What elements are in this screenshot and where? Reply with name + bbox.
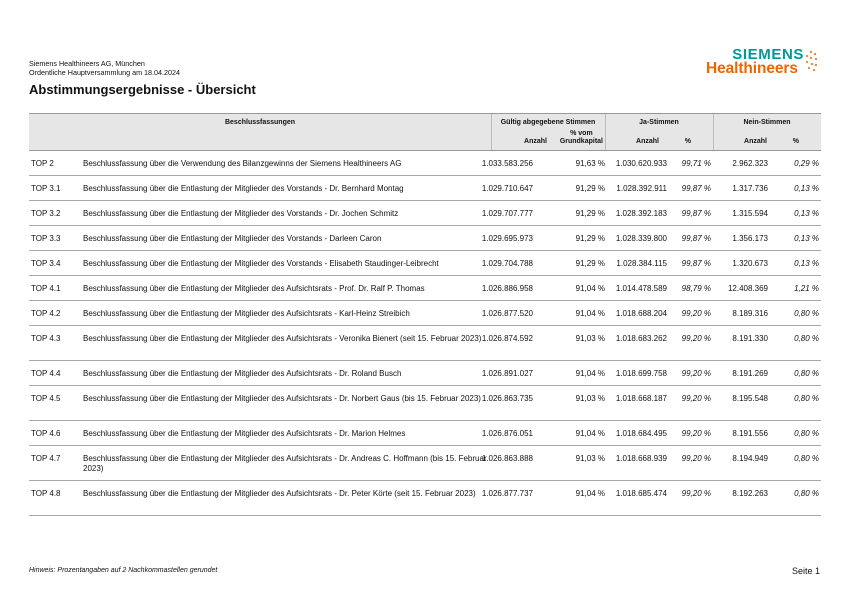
- row-no-votes: 8.195.548: [732, 394, 768, 403]
- row-pct-capital: 91,04 %: [575, 284, 605, 293]
- row-no-votes: 1.320.673: [732, 259, 768, 268]
- row-no-pct: 0,13 %: [794, 259, 819, 268]
- row-yes-votes: 1.028.339.800: [615, 234, 667, 243]
- row-yes-votes: 1.028.384.115: [616, 259, 667, 268]
- table-row: [29, 201, 821, 226]
- table-row: [29, 301, 821, 326]
- row-pct-capital: 91,03 %: [575, 454, 605, 463]
- row-no-votes: 8.191.269: [732, 369, 768, 378]
- row-no-votes: 2.962.323: [732, 159, 768, 168]
- row-no-votes: 8.194.949: [732, 454, 768, 463]
- results-table: [29, 113, 821, 516]
- row-yes-pct: 99,87 %: [681, 259, 711, 268]
- row-yes-votes: 1.018.668.939: [615, 454, 667, 463]
- row-top-number: TOP 4.7: [31, 454, 61, 463]
- row-yes-votes: 1.018.688.204: [615, 309, 667, 318]
- row-description: Beschlussfassung über die Entlastung der Mitglieder des Aufsichtsrats - Prof. Dr. Ralf P. Thomas: [83, 284, 425, 293]
- row-pct-capital: 91,29 %: [575, 234, 605, 243]
- row-no-pct: 0,80 %: [794, 334, 819, 343]
- row-no-pct: 0,13 %: [794, 184, 819, 193]
- row-top-number: TOP 3.2: [31, 209, 61, 218]
- table-row: [29, 326, 821, 361]
- row-description: Beschlussfassung über die Entlastung der Mitglieder des Aufsichtsrats - Karl-Heinz Streibich: [83, 309, 410, 318]
- row-top-number: TOP 2: [31, 159, 54, 168]
- row-top-number: TOP 3.3: [31, 234, 61, 243]
- row-yes-pct: 99,87 %: [681, 184, 711, 193]
- table-row: [29, 481, 821, 516]
- row-valid-votes: 1.026.876.051: [481, 429, 533, 438]
- row-top-number: TOP 4.6: [31, 429, 61, 438]
- header-no-pct: %: [792, 138, 799, 145]
- row-yes-pct: 98,79 %: [681, 284, 711, 293]
- row-top-number: TOP 4.5: [31, 394, 61, 403]
- header-group-no: [713, 114, 821, 150]
- header-valid-label: Gültig abgegebene Stimmen: [500, 119, 596, 126]
- row-top-number: TOP 3.1: [31, 184, 61, 193]
- row-yes-votes: 1.014.478.589: [615, 284, 667, 293]
- row-pct-capital: 91,03 %: [575, 334, 605, 343]
- row-no-pct: 0,80 %: [794, 454, 819, 463]
- row-yes-pct: 99,20 %: [681, 309, 711, 318]
- row-description: Beschlussfassung über die Entlastung der Mitglieder des Aufsichtsrats - Dr. Norbert Gaus (bis 15. Februar 2023): [83, 394, 481, 403]
- row-description: Beschlussfassung über die Entlastung der Mitglieder des Vorstands - Darleen Caron: [83, 234, 382, 243]
- row-valid-votes: 1.026.891.027: [481, 369, 533, 378]
- row-no-votes: 8.191.556: [732, 429, 768, 438]
- row-description: Beschlussfassung über die Entlastung der Mitglieder des Vorstands - Dr. Bernhard Montag: [83, 184, 404, 193]
- table-body: [29, 151, 821, 516]
- page-title: Abstimmungsergebnisse - Übersicht: [29, 82, 256, 97]
- row-no-pct: 1,21 %: [794, 284, 819, 293]
- header-group-resolutions: [29, 114, 491, 150]
- row-pct-capital: 91,29 %: [575, 209, 605, 218]
- header-valid-pct-line2: Grundkapital: [559, 138, 603, 145]
- row-yes-pct: 99,87 %: [681, 209, 711, 218]
- row-valid-votes: 1.026.877.737: [481, 489, 533, 498]
- row-yes-pct: 99,20 %: [681, 454, 711, 463]
- page-number: Seite 1: [791, 566, 820, 576]
- header-resolutions-label: Beschlussfassungen: [224, 119, 296, 126]
- row-top-number: TOP 4.8: [31, 489, 61, 498]
- header-group-yes: [605, 114, 713, 150]
- meeting-info: Ordentliche Hauptversammlung am 18.04.2024: [29, 68, 181, 77]
- row-no-pct: 0,80 %: [794, 369, 819, 378]
- row-yes-pct: 99,20 %: [681, 394, 711, 403]
- row-yes-pct: 99,20 %: [681, 334, 711, 343]
- row-yes-votes: 1.028.392.911: [616, 184, 667, 193]
- table-row: [29, 151, 821, 176]
- header-group-valid: [491, 114, 605, 150]
- row-top-number: TOP 4.3: [31, 334, 61, 343]
- table-header: [29, 113, 821, 151]
- row-no-pct: 0,13 %: [794, 209, 819, 218]
- company-name: Siemens Healthineers AG, München: [29, 59, 145, 68]
- header-yes-count: Anzahl: [636, 138, 659, 145]
- logo-healthineers-text: Healthineers: [706, 60, 798, 77]
- header-valid-count: Anzahl: [524, 138, 547, 145]
- header-valid-pct: [560, 130, 603, 146]
- row-valid-votes: 1.029.704.788: [481, 259, 533, 268]
- logo-siemens-text: SIEMENS: [732, 46, 804, 63]
- logo-dots-icon: [805, 51, 819, 73]
- row-yes-pct: 99,87 %: [681, 234, 711, 243]
- row-no-votes: 8.192.263: [732, 489, 768, 498]
- table-row: [29, 276, 821, 301]
- row-valid-votes: 1.029.707.777: [481, 209, 533, 218]
- row-description: Beschlussfassung über die Entlastung der Mitglieder des Aufsichtsrats - Dr. Marion Helmes: [83, 429, 406, 438]
- row-top-number: TOP 4.1: [31, 284, 61, 293]
- row-top-number: TOP 4.4: [31, 369, 61, 378]
- table-row: [29, 226, 821, 251]
- row-valid-votes: 1.026.877.520: [481, 309, 533, 318]
- row-pct-capital: 91,04 %: [575, 429, 605, 438]
- row-no-pct: 0,80 %: [794, 429, 819, 438]
- table-row: [29, 446, 821, 481]
- row-no-pct: 0,80 %: [794, 309, 819, 318]
- row-yes-votes: 1.018.683.262: [615, 334, 667, 343]
- row-no-pct: 0,80 %: [794, 394, 819, 403]
- row-no-votes: 1.356.173: [732, 234, 768, 243]
- row-description: Beschlussfassung über die Entlastung der Mitglieder des Aufsichtsrats - Dr. Roland Busch: [83, 369, 402, 378]
- row-description: Beschlussfassung über die Entlastung der Mitglieder des Aufsichtsrats - Veronika Bienert (seit 15. Februar 2023): [83, 334, 482, 343]
- row-yes-votes: 1.018.699.758: [615, 369, 667, 378]
- row-valid-votes: 1.026.874.592: [481, 334, 533, 343]
- row-valid-votes: 1.026.863.888: [481, 454, 533, 463]
- row-valid-votes: 1.029.710.647: [481, 184, 533, 193]
- siemens-healthineers-logo: [706, 46, 826, 80]
- row-yes-votes: 1.028.392.183: [615, 209, 667, 218]
- row-no-pct: 0,29 %: [794, 159, 819, 168]
- row-description: Beschlussfassung über die Entlastung der Mitglieder des Vorstands - Dr. Jochen Schmitz: [83, 209, 399, 218]
- header-no-count: Anzahl: [744, 138, 767, 145]
- row-description: Beschlussfassung über die Entlastung der Mitglieder des Aufsichtsrats - Dr. Andreas C. Hoffmann (bis 15. Februar 2023): [83, 454, 487, 473]
- row-pct-capital: 91,03 %: [575, 394, 605, 403]
- row-pct-capital: 91,04 %: [575, 489, 605, 498]
- table-row: [29, 251, 821, 276]
- row-top-number: TOP 4.2: [31, 309, 61, 318]
- row-no-votes: 12.408.369: [727, 284, 768, 293]
- row-valid-votes: 1.026.863.735: [481, 394, 533, 403]
- row-pct-capital: 91,63 %: [575, 159, 605, 168]
- table-row: [29, 176, 821, 201]
- row-yes-votes: 1.018.684.495: [615, 429, 667, 438]
- table-row: [29, 386, 821, 421]
- footnote: Hinweis: Prozentangaben auf 2 Nachkommastellen gerundet: [29, 567, 218, 574]
- table-row: [29, 421, 821, 446]
- row-yes-votes: 1.018.668.187: [615, 394, 667, 403]
- table-row: [29, 361, 821, 386]
- row-description: Beschlussfassung über die Entlastung der Mitglieder des Aufsichtsrats - Dr. Peter Körte (seit 15. Februar 2023): [83, 489, 476, 498]
- row-yes-votes: 1.018.685.474: [615, 489, 667, 498]
- row-no-pct: 0,13 %: [794, 234, 819, 243]
- row-description: Beschlussfassung über die Verwendung des Bilanzgewinns der Siemens Healthineers AG: [83, 159, 402, 168]
- company-info: [29, 59, 180, 77]
- row-no-votes: 1.317.736: [732, 184, 768, 193]
- header-no-label: Nein-Stimmen: [743, 119, 791, 126]
- row-yes-votes: 1.030.620.933: [615, 159, 667, 168]
- row-no-pct: 0,80 %: [794, 489, 819, 498]
- row-no-votes: 1.315.594: [732, 209, 768, 218]
- row-yes-pct: 99,20 %: [681, 429, 711, 438]
- row-valid-votes: 1.029.695.973: [481, 234, 533, 243]
- row-pct-capital: 91,29 %: [575, 259, 605, 268]
- row-yes-pct: 99,71 %: [681, 159, 711, 168]
- row-valid-votes: 1.026.886.958: [481, 284, 533, 293]
- header-yes-label: Ja-Stimmen: [639, 119, 679, 126]
- row-description: Beschlussfassung über die Entlastung der Mitglieder des Vorstands - Elisabeth Staudinger-Leibrecht: [83, 259, 439, 268]
- row-no-votes: 8.191.330: [732, 334, 768, 343]
- row-yes-pct: 99,20 %: [681, 489, 711, 498]
- row-no-votes: 8.189.316: [732, 309, 768, 318]
- header-yes-pct: %: [684, 138, 691, 145]
- row-top-number: TOP 3.4: [31, 259, 61, 268]
- row-yes-pct: 99,20 %: [681, 369, 711, 378]
- header-valid-pct-line1: % vom: [570, 130, 593, 137]
- row-pct-capital: 91,29 %: [575, 184, 605, 193]
- row-pct-capital: 91,04 %: [575, 309, 605, 318]
- row-valid-votes: 1.033.583.256: [481, 159, 533, 168]
- row-pct-capital: 91,04 %: [575, 369, 605, 378]
